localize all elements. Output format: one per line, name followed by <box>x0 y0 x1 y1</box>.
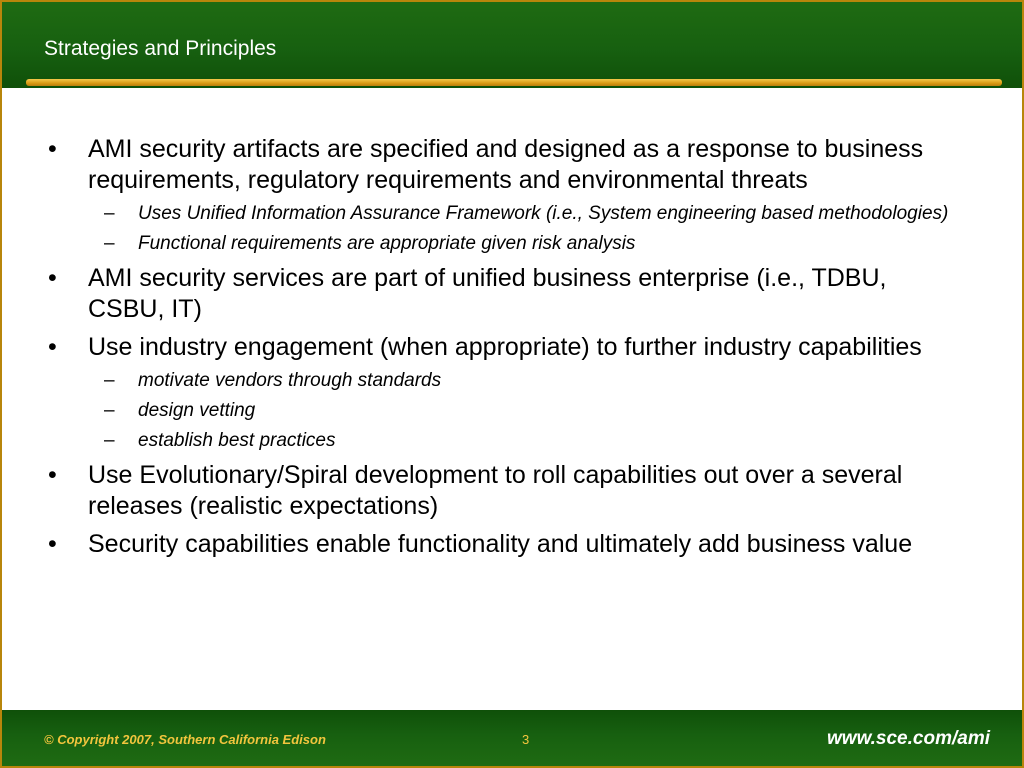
bullet-marker: • <box>48 264 57 292</box>
footer-url-link[interactable]: www.sce.com/ami <box>827 728 990 749</box>
copyright-notice: © Copyright 2007, Southern California Edison <box>44 732 326 747</box>
sub-bullet-text: Uses Unified Information Assurance Framework (i.e., System engineering based methodologies) <box>138 203 949 224</box>
dash-marker: – <box>104 430 115 451</box>
sub-bullet-text: establish best practices <box>138 430 336 451</box>
slide-title: Strategies and Principles <box>44 37 277 60</box>
bullet-text: Use Evolutionary/Spiral development to roll capabilities out over a several releases (realistic expectations) <box>88 461 903 520</box>
bullet-item <box>48 332 968 363</box>
sub-bullet-item <box>104 429 978 453</box>
slide-footer <box>2 710 1022 766</box>
page-number: 3 <box>522 732 530 747</box>
bullet-marker: • <box>48 135 57 163</box>
dash-marker: – <box>104 233 115 254</box>
sub-bullet-item <box>104 202 978 226</box>
slide-content <box>2 134 1022 694</box>
bullet-text: AMI security services are part of unified business enterprise (i.e., TDBU, CSBU, IT) <box>88 264 887 323</box>
bullet-marker: • <box>48 333 57 361</box>
sub-bullet-text: motivate vendors through standards <box>138 370 442 391</box>
bullet-item <box>48 263 968 325</box>
bullet-marker: • <box>48 530 57 558</box>
dash-marker: – <box>104 370 115 391</box>
dash-marker: – <box>104 400 115 421</box>
bullet-item <box>48 134 968 196</box>
bullet-marker: • <box>48 461 57 489</box>
bullet-text: Security capabilities enable functionality and ultimately add business value <box>88 530 913 558</box>
bullet-item <box>48 460 968 522</box>
sub-bullet-item <box>104 369 978 393</box>
slide-header <box>2 2 1022 88</box>
header-gold-rule <box>26 79 1002 86</box>
sub-bullet-item <box>104 232 978 256</box>
sub-bullet-item <box>104 399 978 423</box>
bullet-text: Use industry engagement (when appropriate) to further industry capabilities <box>88 333 922 361</box>
bullet-item <box>48 529 968 560</box>
sub-bullet-text: design vetting <box>138 400 256 421</box>
dash-marker: – <box>104 203 115 224</box>
sub-bullet-text: Functional requirements are appropriate given risk analysis <box>138 233 636 254</box>
bullet-text: AMI security artifacts are specified and designed as a response to business requirements, regulatory requirements and environmental threats <box>88 135 924 194</box>
